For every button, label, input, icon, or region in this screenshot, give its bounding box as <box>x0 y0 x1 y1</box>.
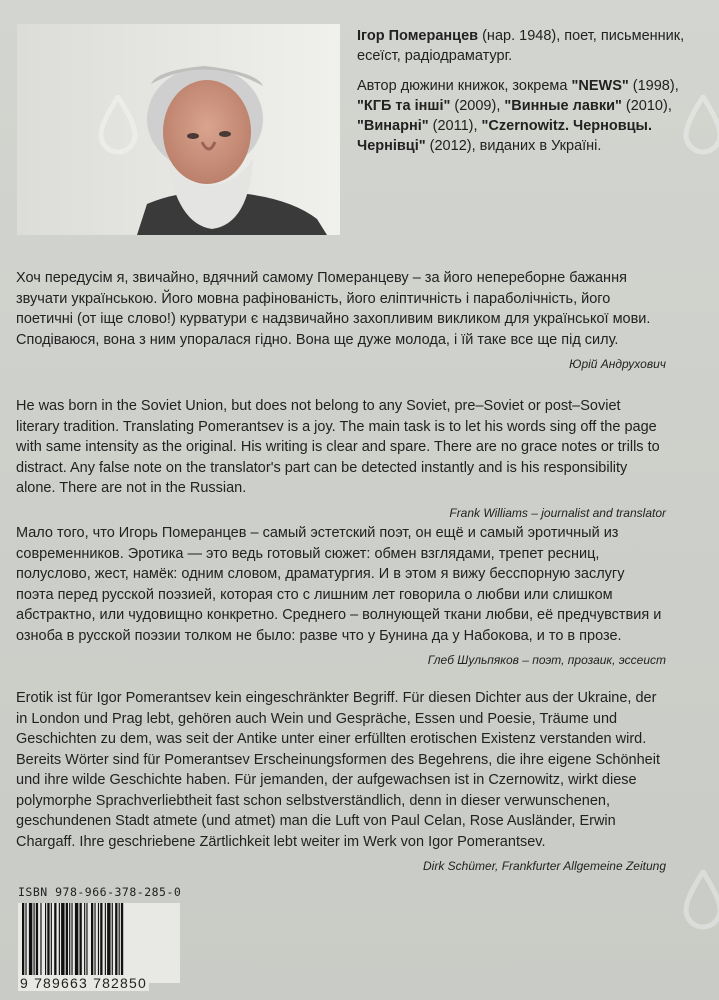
barcode-bar <box>59 903 60 975</box>
quote-text: Мало того, что Игорь Померанцев – самый эстетский поэт, он ещё и самый эротичный из современников. Эротика — это ведь готовый сюжет: обмен взглядами, трепет ресниц, полуслово, жест, намёк: одним словом, драматургия. И в этом я вижу бесспорную заслугу поэта перед русской поэзией, которая сто с лишним лет говорила о любви или слишком абстрактно, или чудовищно конкретно. Среднего – волнующей ткани любви, её предчувствия и озноба в русской поэзии толком не было: разве что у Бунина да у Набокова, и то в прозе. <box>16 525 662 644</box>
watermark-drop-icon <box>95 95 141 155</box>
quote-block-russian <box>16 523 666 671</box>
barcode-bar <box>80 903 82 975</box>
author-bio <box>357 26 702 166</box>
quote-text: Erotik ist für Igor Pomerantsev kein eingeschränkter Begriff. Für diesen Dichter aus der Ukraine, der in London und Prag lebt, gehören auch Wein und Gespräche, Essen und Poesie, Träume und Geschichten zu dem, was seit der Antike unter einer erfüllten erotischen Existenz verstanden wird. Bereits Wörter sind für Pomerantsev Erscheinungsformen des Begehrens, die ihre eigene Schönheit und ihre wilde Geschichte haben. Für jemanden, der aufgewachsen ist in Czernowitz, wirkt diese polymorphe Sprachverliebtheit fast schon selbstverständlich, denn in dieser verwunschenen, geschundenen Stadt atmete (und atmet) man die Luft von Paul Celan, Rose Ausländer, Erwin Chargaff. Ihre geschriebene Zärtlichkeit lebt weiter im Werk von Igor Pomerantsev. <box>16 690 660 850</box>
book-title-5: "Czernowitz. Черновцы. Чернівці" <box>357 118 652 154</box>
barcode-bar <box>119 903 120 975</box>
bio-intro-text: (нар. 1948), поет, письменник, есеїст, радіодраматург. <box>357 28 685 64</box>
book-title-4: "Винарні" <box>357 118 429 134</box>
barcode-bars <box>18 903 180 975</box>
barcode-bar <box>22 903 24 975</box>
barcode-bar <box>45 903 46 975</box>
barcode-bar <box>91 903 93 975</box>
barcode-bar <box>69 903 70 975</box>
quote-author: Frank Williams – journalist and translator <box>449 505 666 520</box>
barcode-bar <box>94 903 95 975</box>
book-year-3: (2010), <box>621 98 672 114</box>
bio-books-suffix: виданих в Україні. <box>475 138 602 154</box>
barcode-bar <box>107 903 110 975</box>
barcode-bar <box>100 903 102 975</box>
barcode-bar <box>105 903 106 975</box>
barcode-bar <box>54 903 56 975</box>
author-name: Ігор Померанцев <box>357 28 479 44</box>
quote-author: Dirk Schümer, Frankfurter Allgemeine Zeitung <box>423 859 666 873</box>
barcode-bar <box>115 903 117 975</box>
bio-books <box>357 76 702 156</box>
barcode-bar <box>84 903 85 975</box>
quote-block-english <box>16 396 666 523</box>
quote-text: Хоч передусім я, звичайно, вдячний самому Померанцеву – за його непереборне бажання звучати українською. Його мовна рафінованість, його еліптичність і параболічність, його поетичні (от іще слово!) курватури є надзвичайно захопливим викликом для української мови. Сподіваюся, вона з ним упоралася гідно. Вона ще дуже молода, і їй таке все ще під силу. <box>16 270 651 348</box>
barcode-bar <box>71 903 72 975</box>
barcode-bar <box>112 903 113 975</box>
quote-author: Юрій Андрухович <box>569 357 666 371</box>
barcode-bar <box>61 903 64 975</box>
barcode-bar <box>36 903 38 975</box>
barcode-bar <box>25 903 26 975</box>
barcode-bar <box>34 903 35 975</box>
book-year-1: (1998), <box>628 78 679 94</box>
barcode-bar <box>98 903 99 975</box>
quote-author: Глеб Шульпяков – поэт, прозаик, эссеист <box>427 653 666 667</box>
quote-text: He was born in the Soviet Union, but does not belong to any Soviet, pre–Soviet or post–Soviet literary tradition. Translating Pomerantsev is a joy. The main task is to let his words sing off the page with same intensity as the original. His writing is clear and spare. There are no grace notes or trills to distract. Any false note on the translator's part can be detected instantly and is his responsibility alone. There are not in the Russian. <box>16 398 660 496</box>
barcode-bar <box>40 903 41 975</box>
watermark-drop-icon <box>680 95 719 155</box>
isbn-label: ISBN 978-966-378-285-0 <box>18 885 182 899</box>
book-year-5: (2012), <box>425 138 476 154</box>
book-year-2: (2009), <box>450 98 505 114</box>
barcode-bar <box>47 903 49 975</box>
barcode-bar <box>51 903 52 975</box>
book-year-4: (2011), <box>428 118 482 134</box>
quote-block-german <box>16 688 666 877</box>
watermark-drop-icon <box>680 870 719 930</box>
barcode-bar <box>121 903 123 975</box>
quote-block-ukrainian <box>16 268 666 375</box>
bio-intro <box>357 26 702 66</box>
barcode-digits: 9 789663 782850 <box>20 975 147 991</box>
barcode-bar <box>66 903 68 975</box>
bio-books-prefix: Автор дюжини книжок, зокрема <box>357 78 572 94</box>
barcode-bar <box>29 903 32 975</box>
book-title-2: "КГБ та інші" <box>357 98 451 114</box>
barcode <box>18 903 180 983</box>
book-title-3: "Винные лавки" <box>504 98 622 114</box>
book-title-1: "NEWS" <box>571 78 629 94</box>
barcode-bar <box>75 903 78 975</box>
barcode-bar <box>86 903 87 975</box>
author-photo <box>17 24 340 235</box>
